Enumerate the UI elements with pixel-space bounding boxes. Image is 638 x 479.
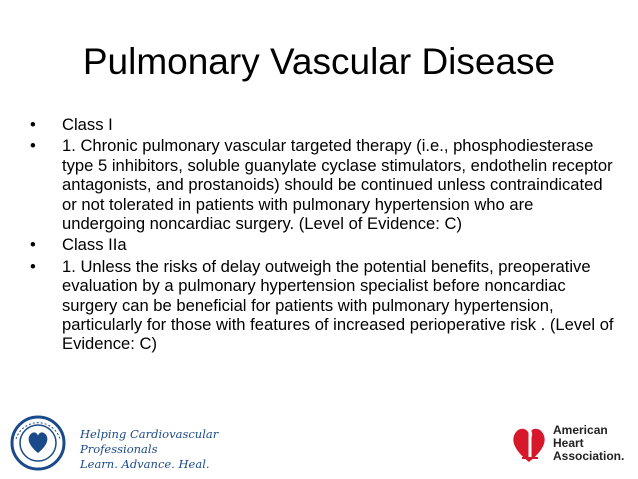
aha-line2: Heart <box>553 436 584 450</box>
bullet-list <box>30 115 620 356</box>
slide-title: Pulmonary Vascular Disease <box>82 41 556 82</box>
aha-heart-torch-icon <box>508 418 550 466</box>
bullet-dot: • <box>30 136 36 156</box>
bullet-item <box>30 235 620 254</box>
bullet-dot: • <box>30 115 36 134</box>
aha-wordmark <box>553 424 624 463</box>
acc-tagline-line1: Helping Cardiovascular Professionals <box>80 427 219 456</box>
bullet-dot: • <box>30 256 36 276</box>
aha-line3: Association. <box>553 449 625 463</box>
bullet-text: Class IIa <box>62 235 127 255</box>
aha-line1: American <box>553 423 608 437</box>
bullet-text: 1. Unless the risks of delay outweigh the potential benefits, preoperative evaluation by a pulmonary hypertension specialist before noncardiac surgery can be beneficial for patients with pulmonary hypertension, particularly for those with features of increased perioperative risk . (Level of Evidence: C) <box>62 256 614 354</box>
acc-tagline <box>80 427 270 472</box>
acc-tagline-line2: Learn. Advance. Heal. <box>80 457 210 471</box>
bullet-item <box>30 136 620 233</box>
bullet-text: Class I <box>62 115 113 134</box>
aha-logo-block <box>508 418 633 474</box>
acc-logo-block <box>10 415 270 471</box>
bullet-dot: • <box>30 235 36 255</box>
bullet-item <box>30 115 620 134</box>
bullet-item <box>30 257 620 354</box>
bullet-text: 1. Chronic pulmonary vascular targeted therapy (i.e., phosphodiesterase type 5 inhibitors, soluble guanylate cyclase stimulators, endothelin receptor antagonists, and prostanoids) should be continued unless contraindicated or not tolerated in patients with pulmonary hypertension who are undergoing noncardiac surgery. (Level of Evidence: C) <box>62 136 613 234</box>
acc-seal-icon <box>10 415 70 471</box>
